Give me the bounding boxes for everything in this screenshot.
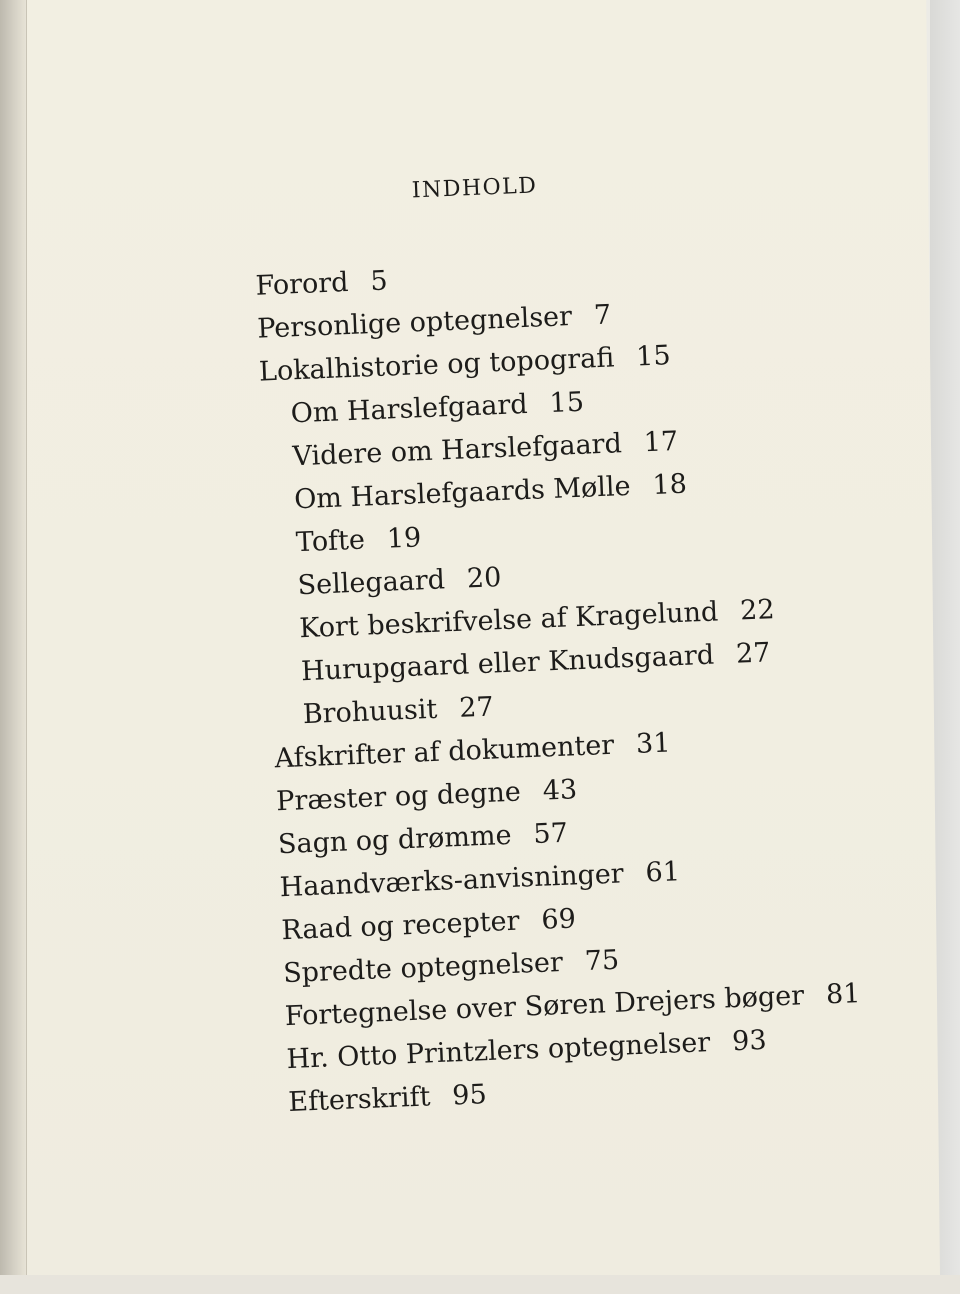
toc-entry-brohuusit — [302, 692, 494, 732]
toc-entry-praester-og-degne — [276, 774, 578, 818]
toc-entry-om-harslefgaard — [290, 387, 584, 431]
toc-entry-page: 95 — [451, 1079, 488, 1112]
toc-entry-title: Om Harslefgaards Mølle — [293, 470, 632, 516]
toc-entry-page: 17 — [643, 425, 679, 459]
toc-entry-forord — [255, 265, 388, 302]
toc-entry-page: 7 — [593, 299, 612, 332]
toc-entry-title: Raad og recepter — [280, 905, 521, 947]
toc-entry-title: Sellegaard — [297, 564, 446, 602]
toc-entry-page: 69 — [540, 903, 577, 936]
toc-entry-page: 20 — [466, 562, 502, 595]
toc-entry-page: 15 — [548, 386, 585, 420]
toc-entry-page: 31 — [635, 727, 672, 760]
toc-entry-page: 93 — [731, 1024, 768, 1058]
toc-entry-title: Præster og degne — [275, 776, 522, 818]
toc-entry-otto-printzler — [286, 1025, 767, 1076]
toc-entry-page: 57 — [532, 817, 569, 850]
toc-entry-lokalhistorie — [258, 340, 671, 389]
toc-entry-page: 27 — [458, 691, 495, 724]
toc-entry-haandvaerks-anvisninger — [279, 856, 680, 904]
toc-entry-page: 43 — [542, 774, 578, 807]
toc-entry-title: Personlige optegnelser — [256, 301, 573, 345]
toc-entry-raad-og-recepter — [281, 903, 577, 947]
toc-entry-personlige-optegnelser — [257, 299, 612, 345]
toc-entry-title: Sagn og drømme — [277, 819, 513, 861]
toc-entry-page: 18 — [651, 468, 688, 501]
toc-entry-page: 27 — [735, 637, 771, 670]
toc-entry-title: Fortegnelse over Søren Drejers bøger — [284, 980, 805, 1033]
toc-entry-spredte-optegnelser — [283, 945, 620, 990]
toc-entry-videre-om-harslefgaard — [292, 426, 679, 473]
toc-entry-title: Lokalhistorie og topografi — [258, 342, 615, 388]
toc-entry-title: Tofte — [295, 524, 366, 559]
toc-entry-page: 61 — [644, 856, 681, 889]
toc-entry-page: 19 — [386, 522, 422, 555]
toc-entry-kort-beskrifvelse — [299, 594, 775, 645]
toc-entry-tofte — [295, 522, 422, 559]
toc-entry-title: Efterskrift — [287, 1081, 431, 1119]
toc-entry-title: Haandværks-anvisninger — [279, 858, 625, 904]
toc-entry-title: Om Harslefgaard — [290, 388, 529, 430]
toc-entry-title: Forord — [254, 267, 350, 302]
toc-entry-title: Kort beskrifvelse af Kragelund — [298, 596, 719, 645]
toc-entry-efterskrift — [288, 1079, 488, 1119]
toc-entry-page: 22 — [739, 594, 776, 627]
toc-entry-om-harslefgaards-molle — [294, 469, 688, 517]
toc-entry-hurupgaard — [301, 637, 772, 688]
toc-entry-title: Hurupgaard eller Knudsgaard — [300, 639, 715, 688]
toc-entry-title: Brohuusit — [302, 693, 438, 731]
toc-entry-page: 15 — [635, 340, 672, 373]
toc-heading: INDHOLD — [411, 173, 538, 204]
toc-entry-sellegaard — [297, 562, 502, 602]
toc-entry-page: 5 — [369, 265, 389, 298]
toc-entry-page: 75 — [584, 944, 620, 978]
toc-entry-page: 81 — [825, 978, 861, 1011]
toc-entry-title: Spredte optegnelser — [282, 946, 564, 990]
toc-entry-title: Afskrifter af dokumenter — [273, 729, 615, 775]
toc-entry-title: Hr. Otto Printzlers optegnelser — [286, 1027, 711, 1076]
toc-entry-afskrifter — [274, 727, 671, 775]
toc-entry-sagn-og-dromme — [277, 818, 568, 862]
toc-entry-title: Videre om Harslefgaard — [291, 428, 623, 473]
